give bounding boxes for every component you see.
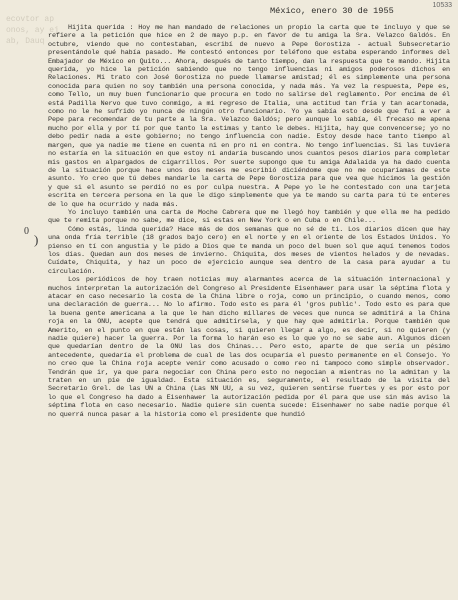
bleed-through-line: ab, Dauq <box>6 37 45 46</box>
archive-reference-number: 10533 <box>432 2 452 9</box>
paragraph: Yo incluyo también una carta de Moche Cabrera que me llegó hoy también y que ella me ha pedido que te remita porque no sabe, me dice, si estas en New York o en Cuba o en Chile... <box>48 208 450 226</box>
letter-body <box>48 24 450 419</box>
paragraph: Hijita querida : Hoy me han mandado de relaciones un propio la carta que te incluyo y que se refiere a la petición que hice en 2 de mayo p.p. en favor de tu amiga la Sra. Velazco Galdós. En octubre, viendo que no contestaban, escribí de nuevo a Pepe Gorostiza - actual Subsecretario presentándole qué había pasado. Me contestó entonces por teléfono que estaba esperando informes del Embajador de México en Quito... Ahora, después de tanto tiempo, dan la respuesta que te mando. Hijita querida, yo hice la petición sabiendo que no tengo influencias ni amigos poderosos dichos en Relaciones. Mi trato con José Gorostiza no puede llamarse amistad; él es simplemente una persona conocida para quien no soy también una persona conocida, y nada más. Ya vez la respuesta, Pepe es, como Tello, un muy buen funcionario que procura en todo no salirse del reglamento. Por encima de él está Padilla Nervo que tuvo conmigo, a mi regreso de Italia, una actitud tan fría y tan acartonada, como no le he sufrido yo nunca de ningún otro funcionario. Yo ya sabía esto desde que fuí a ver a Pepe para recomendar de tu parte a la Sra. Velazco Galdós; pero aunque lo sabía, él frecaso me apena mucho por ella y por tí por que tanto la estimas y tanto le debes. Hijita, hay que convencerse; yo no debo pedir nada a este gobierno; no tengo influencia con nadie. Estoy desde hace tanto tiempo al margen, que ya nadie me tiene en cuenta ni en pro ni en contra. No tengo influencias. Si las tuviera no estaría en la situación en que estoy ni andaría buscando unos cuantos pesos diarios para completar mis gastos en alpargados de cigarrillos. Por suerte supongo que tu amiga Adalaida ya ha dado cuenta de la situación porque hace unos dos meses me escribió diciéndome que no me ocuparíamas de este asunto. Yo creo que tú debes mandarle la carta de Pepe Gorostiza para que vea que hicimos la gestión y que si el asunto se perdió no es por culpa nuestra. A Pepe yo le he contestado con una tarjeta escrita en tercera persona en la que le digo simplemente que ya te mando su carta para tú te enteres de lo que ha ocurrido y nada más. <box>48 24 450 209</box>
paragraph: Cómo estás, linda querida? Hace más de dos semanas que no sé de ti. Los diarios dicen que hay una onda fría terrible (18 grados bajo cero) en el norte y en el oriente de los Estados Unidos. Yo pienso en tí con angustia y le pido a Dios que te manda un poco del buen sol que aquí tenemos todos los días. Quedan aun dos meses de invierno. Chiquita, dos meses de vientos helados y de nevadas. Cuídate, Chiquita, y haz un poco de ejercicio aunque sea dentro de la casa para ayudar a tu circulación. <box>48 225 450 276</box>
margin-mark: ) <box>34 232 39 247</box>
dateline: México, enero 30 de 1955 <box>270 6 394 16</box>
margin-mark: 0 <box>24 226 29 237</box>
bleed-through-line: onos, ay ej <box>6 26 59 35</box>
paragraph: Los periódicos de hoy traen noticias muy alarmantes acerca de la situación internacional y muchos interpretan la autorización del Congreso al Presidente Eisenhawer para usar la séptima flota y atacar en caso necesario la costa de la China libre o roja, como un principio, o cuando menos, como una declaración de guerra... No lo afirmo. Todo esto es para él 'gros public'. Todo esto es para que la buena gente americana a la que le han dicho millares de veces que nunca se admitirá a la China roja en la ONU, acepte que tendrá que admitirsela, y que hay que admitirla. Porque también que Amerito, en el punto en que están las cosas, si quieren llegar a algo, es decir, si no quieren (y nadie quiere) hacer la guerra. Por la forma lo harán eso es lo que yo no se sabe aun. Algunos dicen que quedarían dentro de la ONU las dos Chinas... Pero esto, aparte de que sería un pésimo antecedente, quedaría el problema de cual de las dos ocuparía el puesto permanente en el Consejo. Yo no creo que la China roja acepte venir como acusado o como reo ni tampoco como simple observador. Tendrán que ir, ya que para negociar con China pero esto no negocian a mientras no la admitan y la traten en un pie de igualdad. Esta situación es, seguramente, el resultado de la visita del Secretario Grel. de las UN a China (Las NN UU, a su vez, quieren sentirse fuertes y es por esto por lo que el Congreso ha dado a Eisenhawer la autorización pedida por él para que use sin más aviso la séptima flota en caso necesario. Nadie quiere sin cuenta sucede: Eisenhawer no sabe nadie porque él no querrá nunca pasar a la historia como el presidente que hundió <box>48 276 450 419</box>
bleed-through-line: ecovtor ap <box>6 15 55 24</box>
